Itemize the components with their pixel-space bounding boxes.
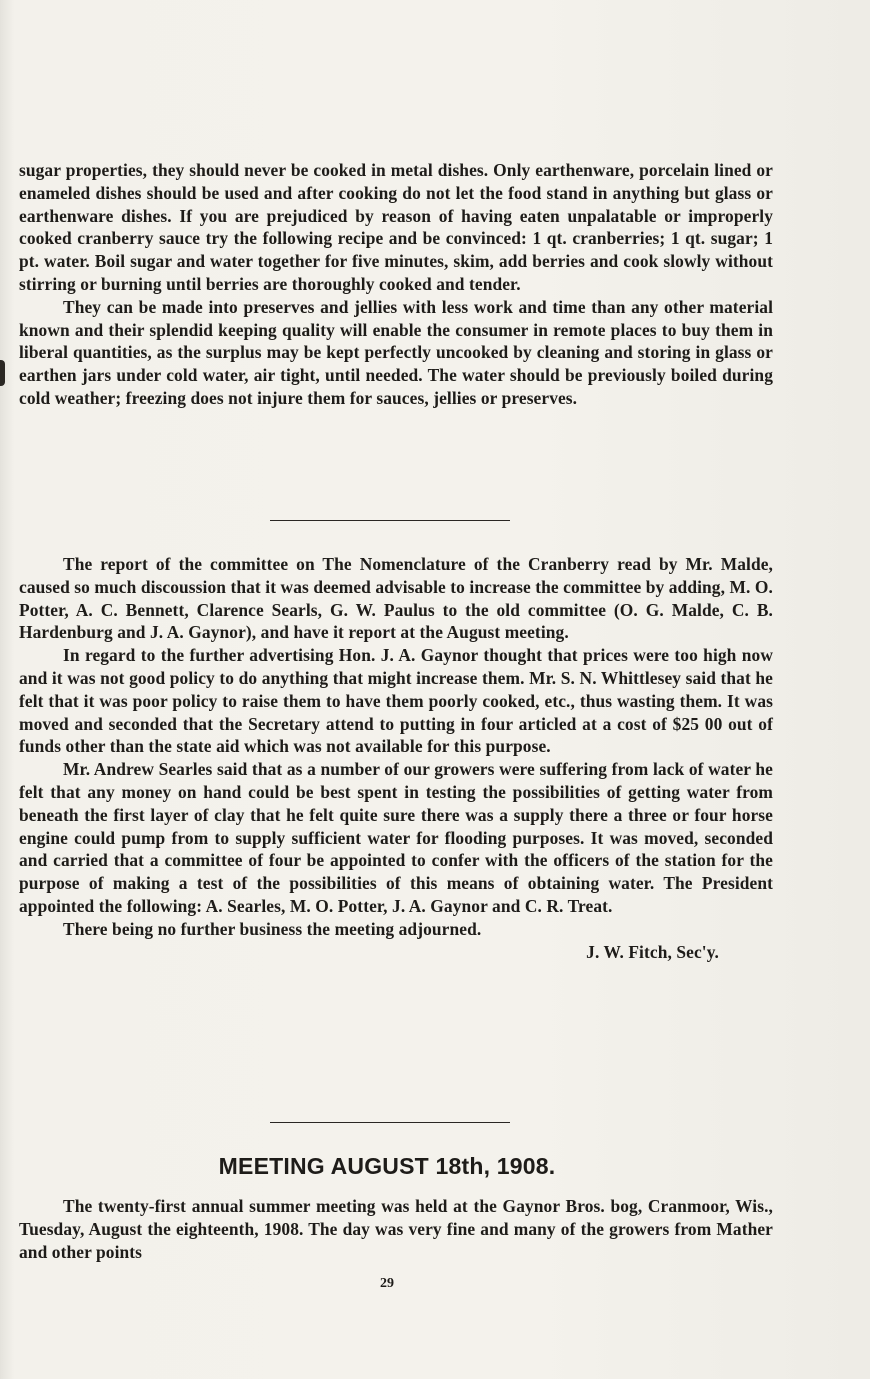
paragraph-summer-meeting: The twenty-first annual summer meeting was held at the Gaynor Bros. bog, Cranmoor, Wis., Tuesday, August the eighteenth, 1908. The day was very fine and many of the growers from Mather and other points: [19, 1196, 773, 1262]
paragraph-water-supply: Mr. Andrew Searles said that as a number of our growers were suffering from lack of water he felt that any money on hand could be best spent in testing the possibilities of getting water from beneath the first layer of clay that he felt quite sure there was a supply there a three or four horse engine could pump from to supply sufficient water for flooding purposes. It was moved, seconded and carried that a committee of four be appointed to confer with the officers of the station for the purpose of making a test of the possibilities of this means of obtaining water. The President appointed the following: A. Searles, M. O. Potter, J. A. Gaynor and C. R. Treat.: [19, 759, 773, 916]
divider-rule: [270, 1122, 510, 1123]
paragraph-preserves: They can be made into preserves and jellies with less work and time than any other material known and their splendid keeping quality will enable the consumer in remote places to buy them in liberal quantities, as the surplus may be kept perfectly uncooked by cleaning and storing in glass or earthen jars under cold water, air tight, until needed. The water should be previously boiled during cold weather; freezing does not injure them for sauces, jellies or preserves.: [19, 296, 773, 408]
section-august-meeting: [19, 1195, 773, 1263]
section-cranberry-cooking: [19, 159, 773, 410]
page-number: 29: [380, 1276, 394, 1291]
paragraph-cooking-recipe: sugar properties, they should never be cooked in metal dishes. Only earthenware, porcelain lined or enameled dishes should be used and after cooking do not let the food stand in anything but glass or earthenware dishes. If you are prejudiced by reason of having eaten unpalatable or improperly cooked cranberry sauce try the following recipe and be convinced: 1 qt. cranberries; 1 qt. sugar; 1 pt. water. Boil sugar and water together for five minutes, skim, add berries and cook slowly without stirring or burning until berries are thoroughly cooked and tender.: [19, 160, 773, 294]
paragraph-nomenclature-committee: The report of the committee on The Nomenclature of the Cranberry read by Mr. Malde, caused so much discoussion that it was deemed advisable to increase the committee by adding, M. O. Potter, A. C. Bennett, Clarence Searls, G. W. Paulus to the old committee (O. G. Malde, C. B. Hardenburg and J. A. Gaynor), and have it report at the August meeting.: [19, 554, 773, 643]
paragraph-adjourned: There being no further business the meeting adjourned.: [63, 918, 482, 939]
section-heading: MEETING AUGUST 18th, 1908.: [218, 1153, 556, 1179]
section-committee-report: [19, 553, 773, 963]
secretary-signature: J. W. Fitch, Sec'y.: [586, 941, 719, 962]
margin-mark: [0, 360, 5, 386]
paragraph-advertising: In regard to the further advertising Hon. J. A. Gaynor thought that prices were too high now and it was not good policy to do anything that might increase them. Mr. S. N. Whittlesey said that he felt that it was poor policy to raise them to have them poorly cooked, etc., thus wasting them. It was moved and seconded that the Secretary attend to putting in four articled at a cost of $25 00 out of funds other than the state aid which was not available for this purpose.: [19, 645, 773, 757]
divider-rule: [270, 520, 510, 521]
